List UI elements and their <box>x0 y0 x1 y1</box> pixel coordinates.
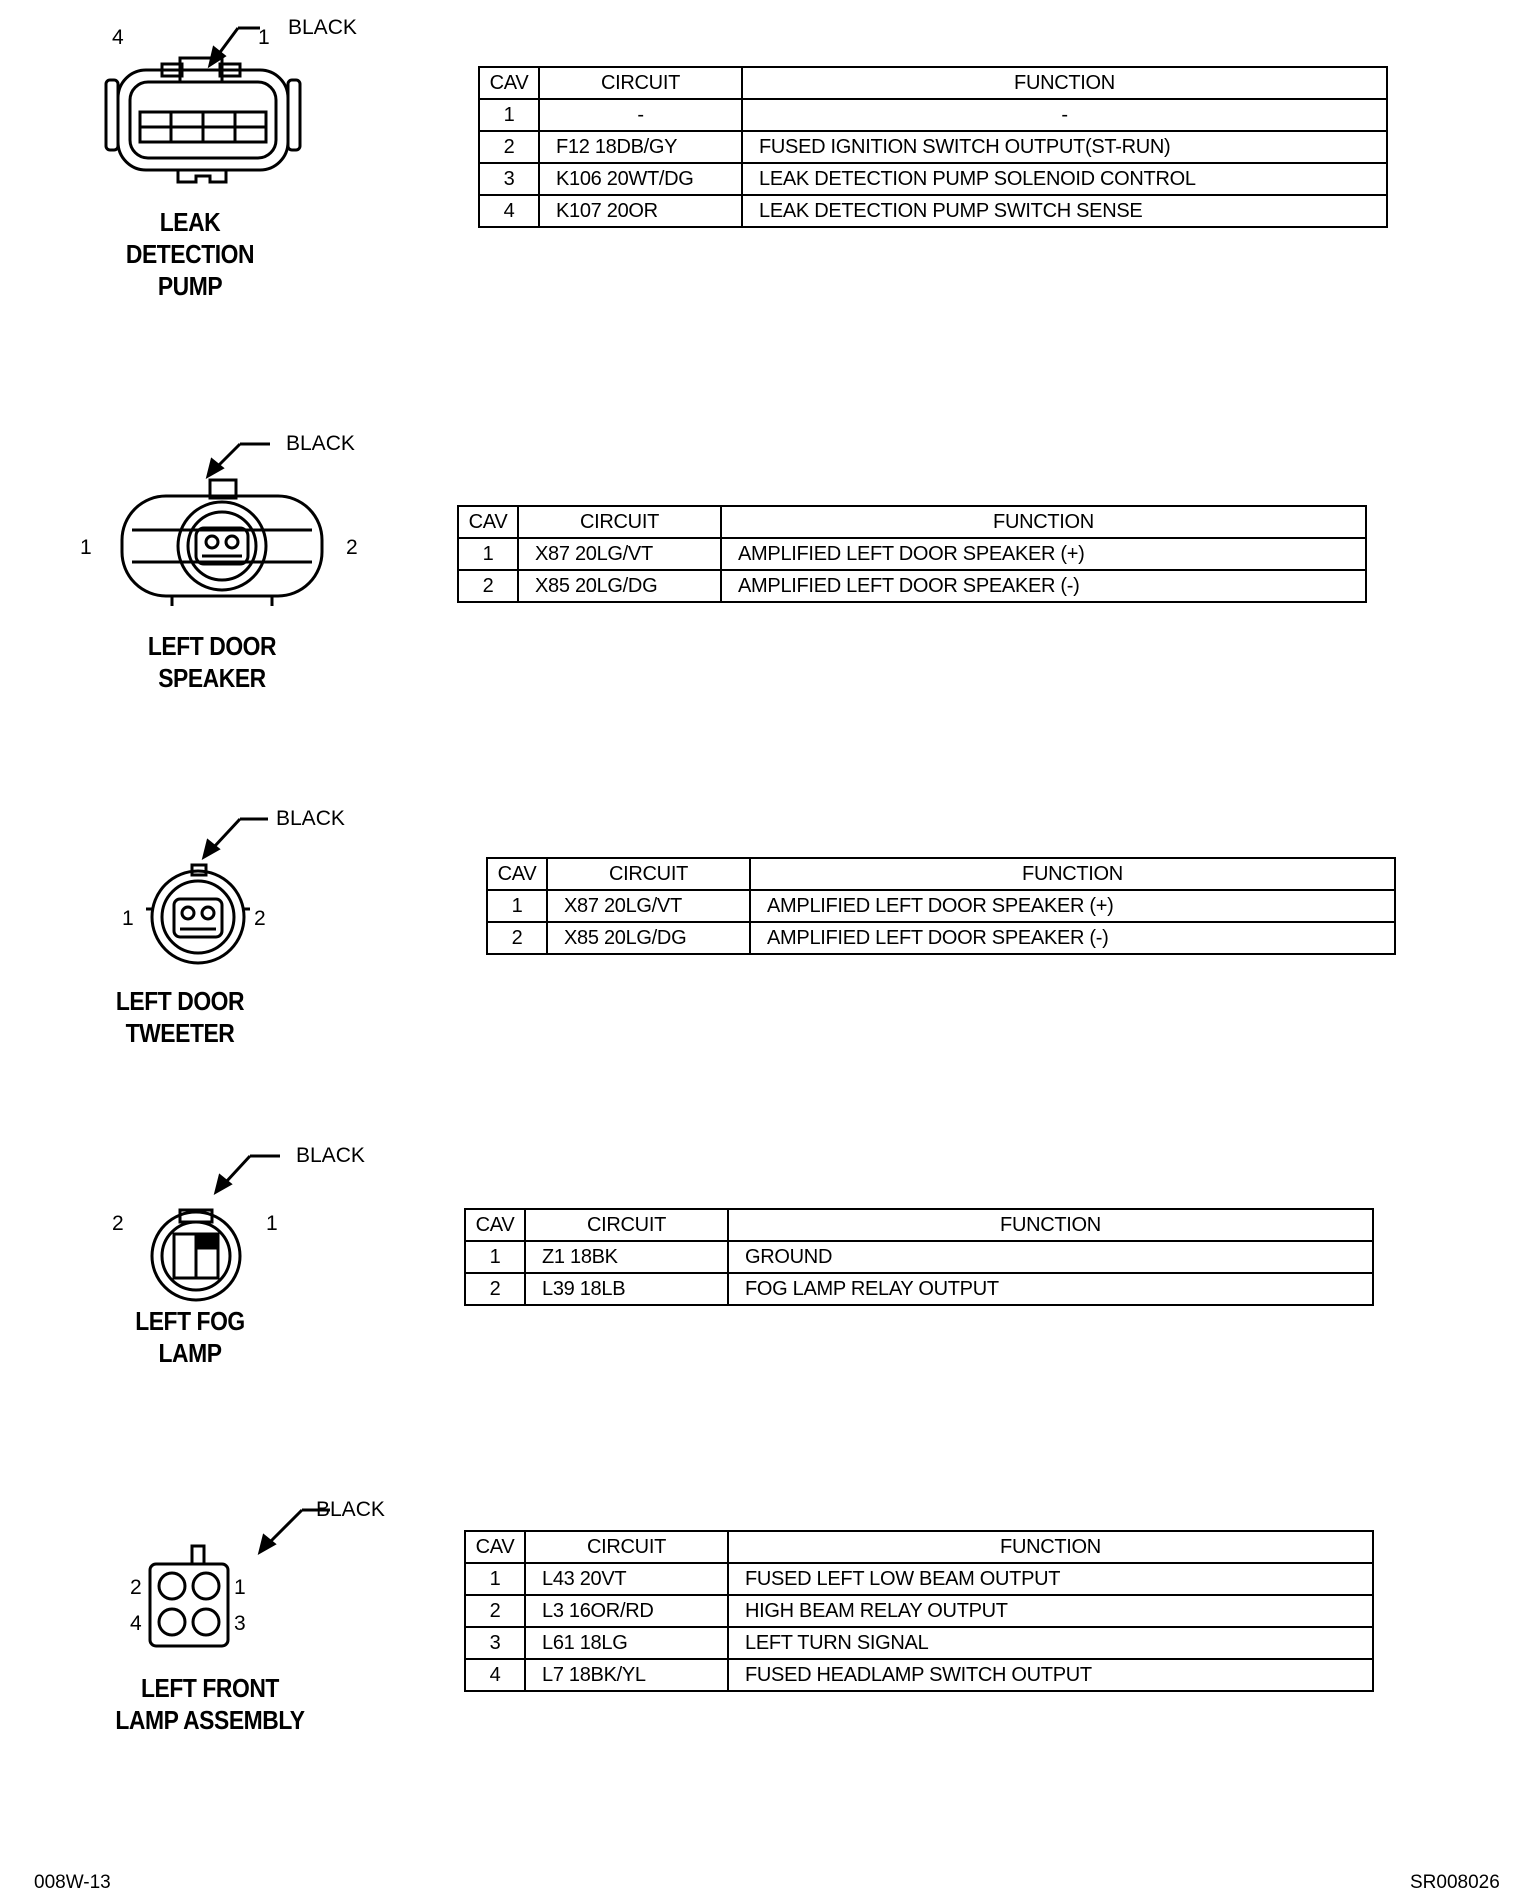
function-header: FUNCTION <box>742 67 1387 99</box>
pin-label-1: 1 <box>122 907 134 930</box>
connector-color-label: BLACK <box>288 16 357 39</box>
connector-name: LEFT FOG LAMP <box>135 1306 245 1368</box>
pin-label-1: 1 <box>234 1576 246 1599</box>
connector-color-label: BLACK <box>296 1144 365 1167</box>
circuit-header: CIRCUIT <box>539 67 742 99</box>
table-header-row <box>479 67 1387 99</box>
pin-label-2: 2 <box>346 536 358 559</box>
table-header-row <box>465 1209 1373 1241</box>
pin-label-4: 4 <box>112 26 124 49</box>
table-row: 2 X85 20LG/DG AMPLIFIED LEFT DOOR SPEAKER (-) <box>458 570 1366 602</box>
function-header: FUNCTION <box>728 1531 1373 1563</box>
left-front-lamp-assembly-connector-icon <box>120 1488 400 1658</box>
circuit-header: CIRCUIT <box>518 506 721 538</box>
table-header-row <box>465 1531 1373 1563</box>
table-row: 1 X87 20LG/VT AMPLIFIED LEFT DOOR SPEAKER (+) <box>487 890 1395 922</box>
connector-name: LEFT DOOR TWEETER <box>115 986 245 1048</box>
pin-label-1: 1 <box>80 536 92 559</box>
pin-label-2: 2 <box>112 1212 124 1235</box>
circuit-header: CIRCUIT <box>525 1209 728 1241</box>
pinout-table <box>486 857 1396 955</box>
connector-color-label: BLACK <box>286 432 355 455</box>
table-row: 4 K107 20OR LEAK DETECTION PUMP SWITCH SENSE <box>479 195 1387 227</box>
cav-header: CAV <box>487 858 547 890</box>
connector-color-label: BLACK <box>316 1498 385 1521</box>
cav-header: CAV <box>465 1209 525 1241</box>
circuit-header: CIRCUIT <box>525 1531 728 1563</box>
function-header: FUNCTION <box>728 1209 1373 1241</box>
table-row: 2 L3 16OR/RD HIGH BEAM RELAY OUTPUT <box>465 1595 1373 1627</box>
pin-label-2: 2 <box>130 1576 142 1599</box>
pinout-table <box>464 1208 1374 1306</box>
connector-name: LEFT DOOR SPEAKER <box>147 631 277 693</box>
pin-label-2: 2 <box>254 907 266 930</box>
table-row: 3 L61 18LG LEFT TURN SIGNAL <box>465 1627 1373 1659</box>
left-door-speaker-connector-icon <box>70 430 390 620</box>
pinout-table <box>464 1530 1374 1692</box>
table-header-row <box>458 506 1366 538</box>
table-row: 2 X85 20LG/DG AMPLIFIED LEFT DOOR SPEAKER (-) <box>487 922 1395 954</box>
pinout-table <box>478 66 1388 228</box>
function-header: FUNCTION <box>721 506 1366 538</box>
footer-figure-code: SR008026 <box>1410 1872 1500 1893</box>
table-row: 1 L43 20VT FUSED LEFT LOW BEAM OUTPUT <box>465 1563 1373 1595</box>
table-row: 2 L39 18LB FOG LAMP RELAY OUTPUT <box>465 1273 1373 1305</box>
connector-name: LEAK DETECTION PUMP <box>125 207 255 301</box>
pin-label-1: 1 <box>258 26 270 49</box>
table-row: 1 X87 20LG/VT AMPLIFIED LEFT DOOR SPEAKER (+) <box>458 538 1366 570</box>
pinout-table <box>457 505 1367 603</box>
connector-color-label: BLACK <box>276 807 345 830</box>
footer-page-code: 008W-13 <box>34 1872 111 1893</box>
table-header-row <box>487 858 1395 890</box>
table-row: 4 L7 18BK/YL FUSED HEADLAMP SWITCH OUTPUT <box>465 1659 1373 1691</box>
leak-detection-pump-connector-icon <box>100 10 400 200</box>
left-door-tweeter-connector-icon <box>110 805 370 975</box>
circuit-header: CIRCUIT <box>547 858 750 890</box>
cav-header: CAV <box>458 506 518 538</box>
left-fog-lamp-connector-icon <box>100 1140 380 1310</box>
cav-header: CAV <box>479 67 539 99</box>
function-header: FUNCTION <box>750 858 1395 890</box>
pin-label-1: 1 <box>266 1212 278 1235</box>
pin-label-4: 4 <box>130 1612 142 1635</box>
table-row: 2 F12 18DB/GY FUSED IGNITION SWITCH OUTPUT(ST-RUN) <box>479 131 1387 163</box>
table-row: 1 - - <box>479 99 1387 131</box>
table-row: 3 K106 20WT/DG LEAK DETECTION PUMP SOLENOID CONTROL <box>479 163 1387 195</box>
connector-name: LEFT FRONT LAMP ASSEMBLY <box>115 1673 305 1735</box>
table-row: 1 Z1 18BK GROUND <box>465 1241 1373 1273</box>
cav-header: CAV <box>465 1531 525 1563</box>
pin-label-3: 3 <box>234 1612 246 1635</box>
